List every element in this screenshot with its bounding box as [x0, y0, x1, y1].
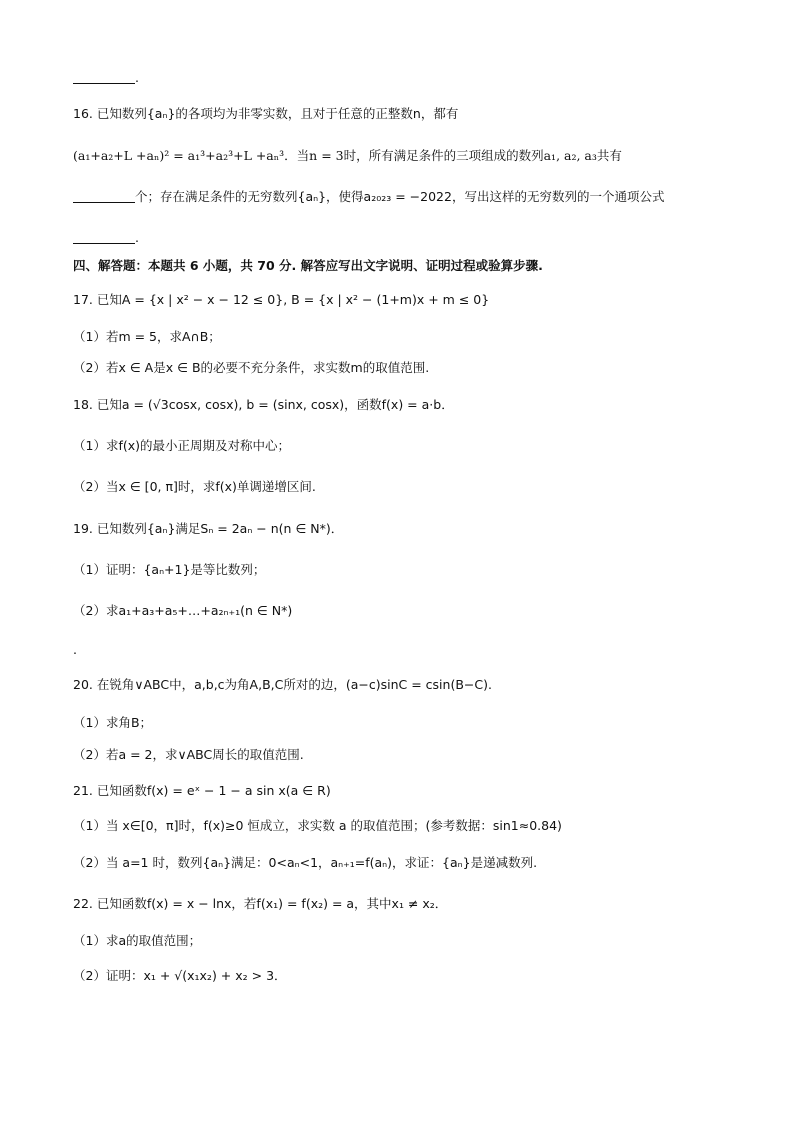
q18-stem: 18. 已知a = (√3cosx, cosx), b = (sinx, cosx)，函数f(x) = a·b．: [73, 397, 454, 412]
q16-line3: [73, 187, 754, 207]
period: .: [135, 70, 139, 85]
q19-part1: （1）证明：{aₙ+1}是等比数列；: [73, 562, 266, 577]
q17-stem: 17. 已知A = {x | x² − x − 12 ≤ 0}, B = {x | x² − (1+m)x + m ≤ 0}: [73, 292, 490, 307]
q18-part1: （1）求f(x)的最小正周期及对称中心；: [73, 438, 291, 453]
q20-stem: 20. 在锐角∨ABC中，a,b,c为角A,B,C所对的边，(a−c)sinC = csin(B−C).: [73, 677, 492, 692]
q22-part1: （1）求a的取值范围；: [73, 933, 202, 948]
q21-part2: （2）当 a=1 时，数列{aₙ}满足：0<aₙ<1，aₙ₊₁=f(aₙ)，求证：{aₙ}是递减数列.: [73, 855, 538, 870]
q18-part2: （2）当x ∈ [0, π]时，求f(x)单调递增区间.: [73, 479, 316, 494]
q16-line4: [73, 228, 754, 248]
q19-end-mark: .: [73, 642, 77, 657]
answer-blank: [73, 190, 135, 203]
q16-line2: (a₁+a₂+L +aₙ)² = a₁³+a₂³+L +aₙ³．当n = 3时，所有满足条件的三项组成的数列a₁, a₂, a₃共有: [73, 148, 622, 163]
answer-blank: [73, 231, 135, 244]
q16-line3-text: 个；存在满足条件的无穷数列{aₙ}，使得a₂₀₂₃ = −2022，写出这样的无穷数列的一个通项公式: [135, 189, 665, 204]
q17-part1: （1）若m = 5，求A∩B；: [73, 329, 221, 344]
q21-part1: （1）当 x∈[0，π]时，f(x)≥0 恒成立，求实数 a 的取值范围；(参考数据：sin1≈0.84): [73, 818, 562, 833]
q21-stem: 21. 已知函数f(x) = eˣ − 1 − a sin x(a ∈ R): [73, 783, 331, 798]
period: .: [135, 230, 139, 245]
q20-part2: （2）若a = 2，求∨ABC周长的取值范围.: [73, 747, 304, 762]
q22-part2: （2）证明：x₁ + √(x₁x₂) + x₂ > 3．: [73, 968, 287, 983]
section-heading: 四、解答题：本题共 6 小题，共 70 分. 解答应写出文字说明、证明过程或验算步骤.: [73, 258, 543, 273]
q19-part2: （2）求a₁+a₃+a₅+…+a₂ₙ₊₁(n ∈ N*): [73, 603, 293, 618]
q22-stem: 22. 已知函数f(x) = x − lnx，若f(x₁) = f(x₂) = a，其中x₁ ≠ x₂．: [73, 896, 448, 911]
answer-blank: [73, 71, 135, 84]
q16-line1: 16. 已知数列{aₙ}的各项均为非零实数，且对于任意的正整数n，都有: [73, 106, 459, 121]
q20-part1: （1）求角B；: [73, 715, 153, 730]
prev-answer-line: [73, 68, 754, 88]
q19-stem: 19. 已知数列{aₙ}满足Sₙ = 2aₙ − n(n ∈ N*)．: [73, 521, 344, 536]
q17-part2: （2）若x ∈ A是x ∈ B的必要不充分条件，求实数m的取值范围.: [73, 360, 430, 375]
